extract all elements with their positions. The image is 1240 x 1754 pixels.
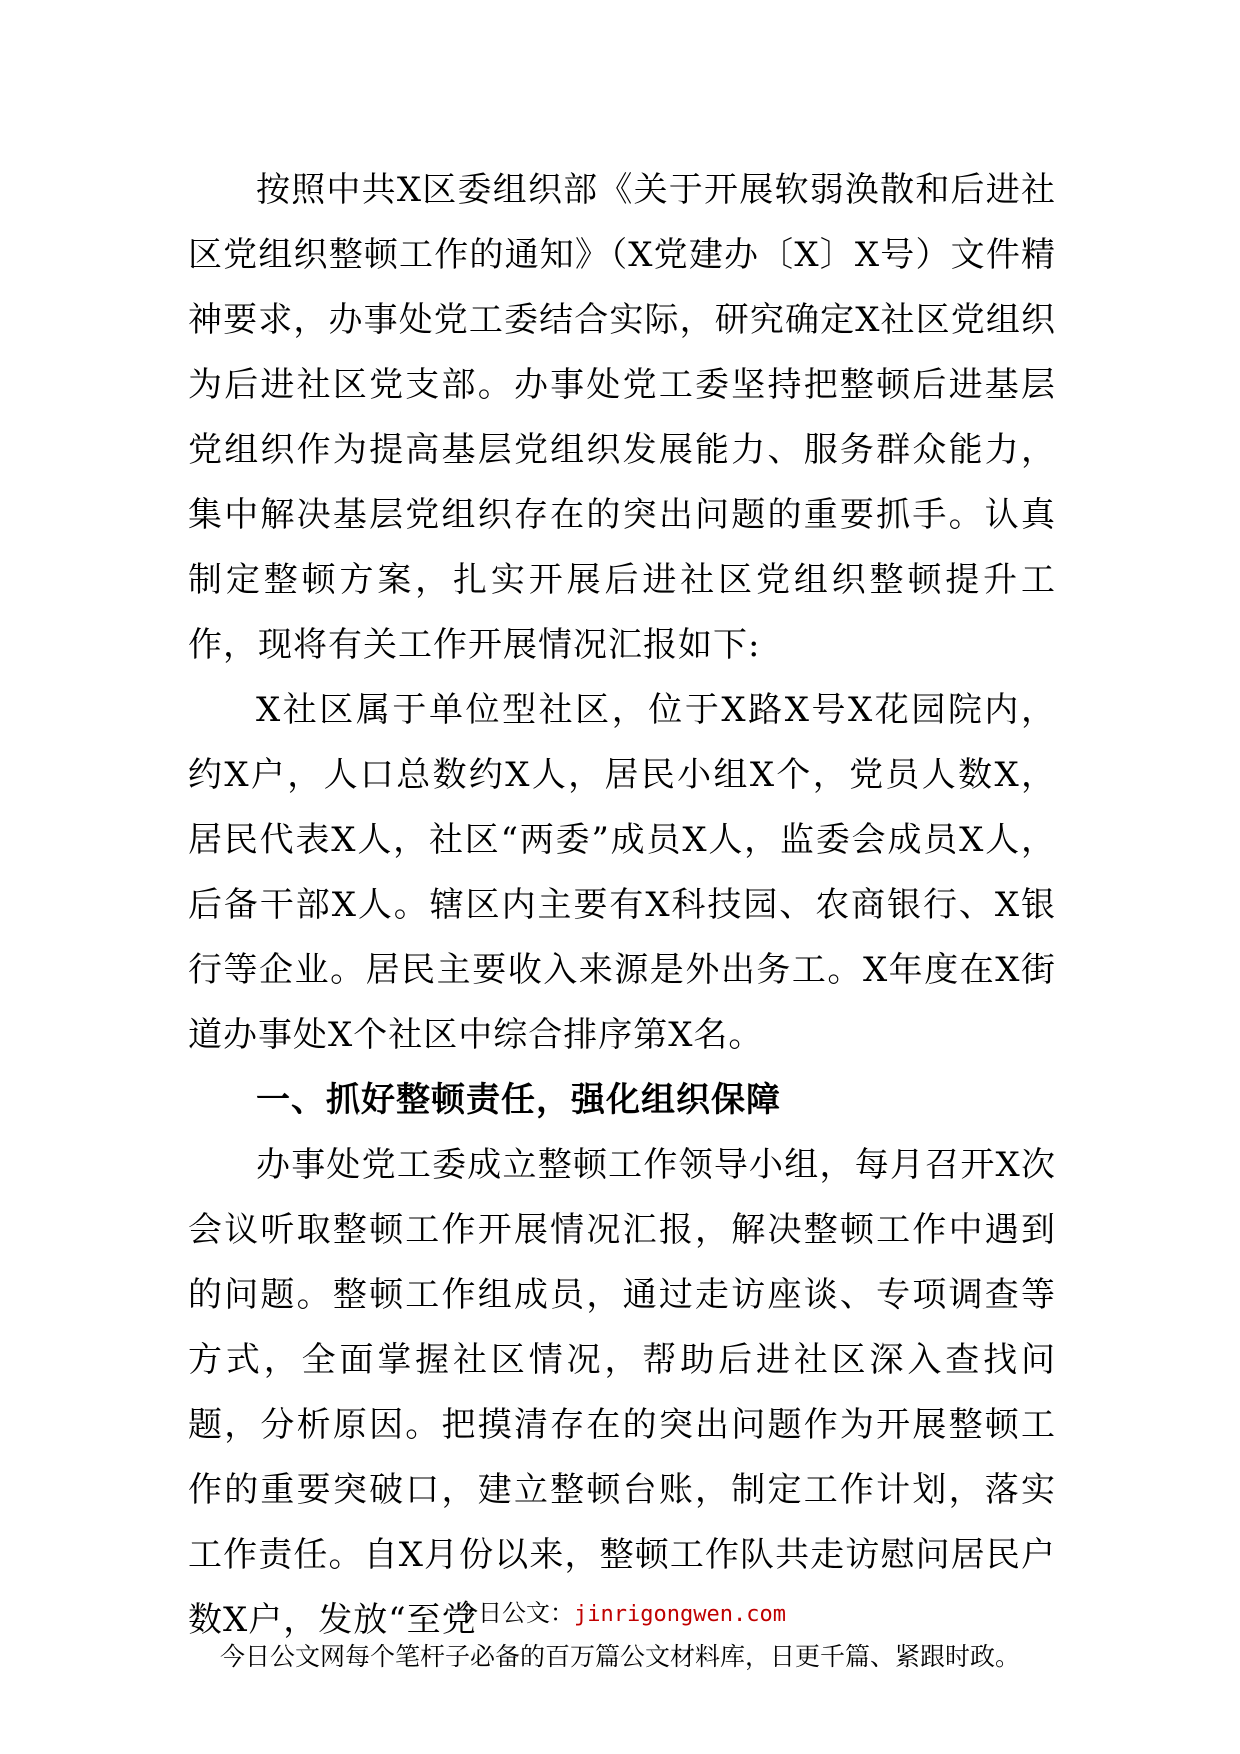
footer-site-url[interactable]: jinrigongwen.com [574,1602,786,1627]
footer-site-label: 今日公文： [454,1599,575,1627]
footer-slogan: 今日公文网每个笔杆子必备的百万篇公文材料库，日更千篇、紧跟时政。 [219,1642,1020,1671]
intro-paragraph-1: 按照中共X区委组织部《关于开展软弱涣散和后进社区党组织整顿工作的通知》（X党建办〔X〕X号）文件精神要求，办事处党工委结合实际，研究确定X社区党组织为后进社区党支部。办事处党工委坚持把整顿后进基层党组织作为提高基层党组织发展能力、服务群众能力，集中解决基层党组织存在的突出问题的重要抓手。认真制定整顿方案，扎实开展后进社区党组织整顿提升工作，现将有关工作开展情况汇报如下: [188,170,1056,665]
footer-site-line [0,1597,1240,1631]
section-1-paragraph: 办事处党工委成立整顿工作领导小组，每月召开X次会议听取整顿工作开展情况汇报，解决整顿工作中遇到的问题。整顿工作组成员，通过走访座谈、专项调查等方式，全面掌握社区情况，帮助后进社区深入查找问题，分析原因。把摸清存在的突出问题作为开展整顿工作的重要突破口，建立整顿台账，制定工作计划，落实工作责任。自X月份以来，整顿工作队共走访慰问居民户数X户，发放“至党 [188,1145,1056,1640]
intro-paragraph-2: X社区属于单位型社区，位于X路X号X花园院内，约X户，人口总数约X人，居民小组X个，党员人数X，居民代表X人，社区“两委”成员X人，监委会成员X人，后备干部X人。辖区内主要有X科技园、农商银行、X银行等企业。居民主要收入来源是外出务工。X年度在X街道办事处X个社区中综合排序第X名。 [188,690,1056,1055]
document-body [188,158,1056,1653]
section-1-heading: 一、抓好整顿责任，强化组织保障 [256,1080,781,1120]
